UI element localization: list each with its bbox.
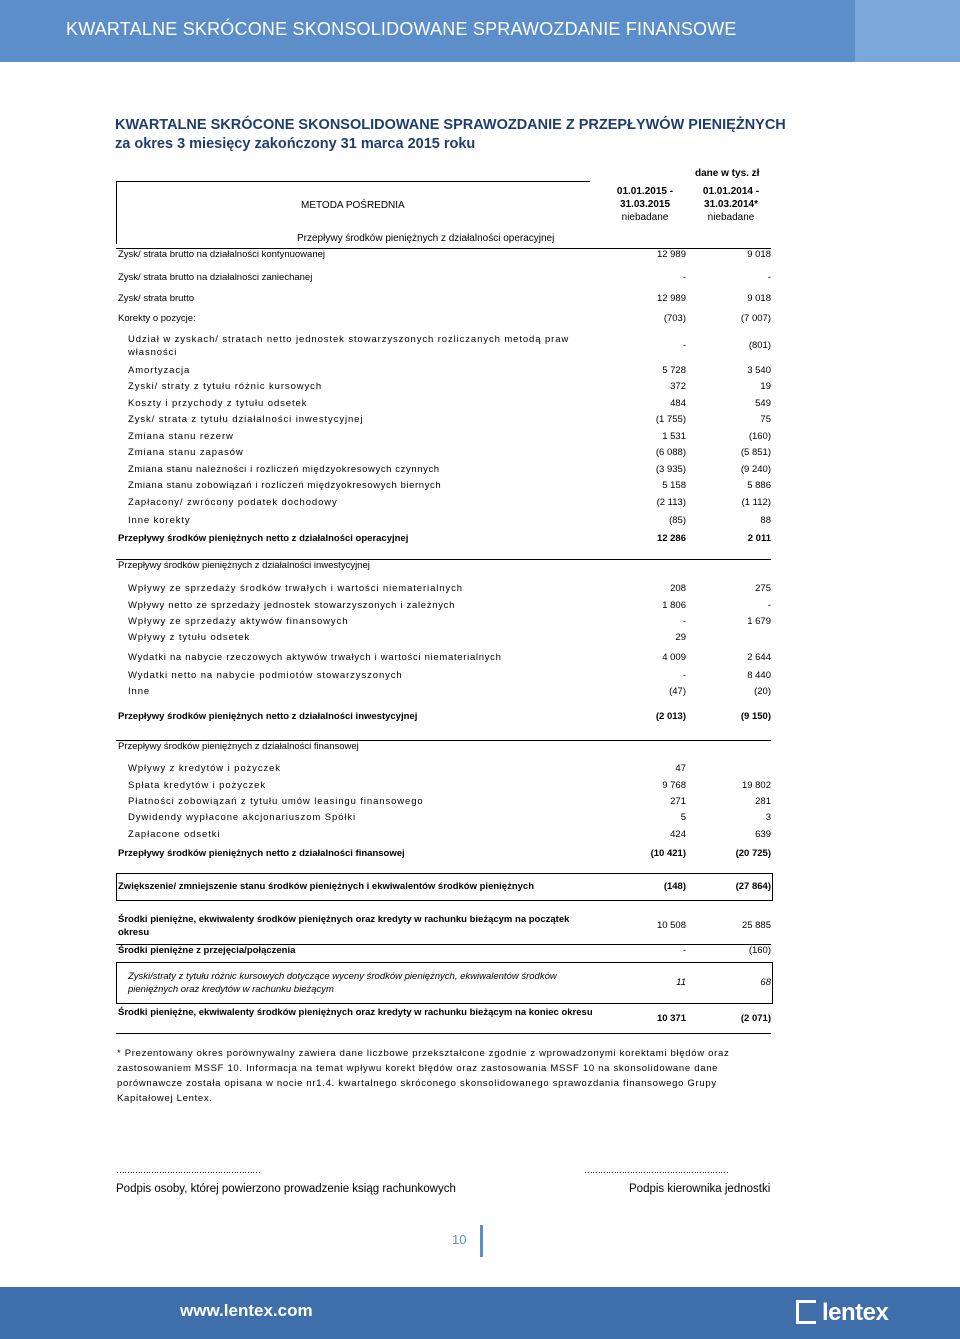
value-2014: 639 [755, 829, 771, 840]
row-label: Przepływy środków pieniężnych z działalności finansowej [118, 741, 359, 752]
row-label: Korekty o pozycje: [118, 313, 196, 324]
row-label: Wpływy netto ze sprzedaży jednostek stowarzyszonych i zależnych [128, 600, 456, 611]
row-label: Zmiana stanu rezerw [128, 431, 234, 442]
signature-line-right: ……………………………………………… [584, 1165, 728, 1175]
value-2014: 3 540 [747, 365, 771, 376]
signature-label-right: Podpis kierownika jednostki [629, 1183, 771, 1195]
value-2015: 484 [670, 398, 686, 409]
document-title: KWARTALNE SKRÓCONE SKONSOLIDOWANE SPRAWOZDANIE Z PRZEPŁYWÓW PIENIĘŻNYCH [115, 117, 786, 133]
row-label: Zwiększenie/ zmniejszenie stanu środków pieniężnych i ekwiwalentów środków pieniężnych [118, 881, 535, 892]
value-2014: (20) [754, 686, 771, 697]
value-2014: 1 679 [747, 616, 771, 627]
row-label: Zyski/ straty z tytułu różnic kursowych [128, 381, 322, 392]
value-2014: 75 [760, 414, 771, 425]
value-2014: 9 018 [747, 293, 771, 304]
value-2015: 10 371 [656, 1013, 686, 1024]
row-label: Zyski/straty z tytułu różnic kursowych dotyczące wyceny środków pieniężnych, ekwiwalentów środków pieniężnych oraz kredytów w rachunku bieżącym [128, 971, 557, 995]
value-2014: - [767, 272, 771, 283]
section-header-investing [116, 559, 771, 571]
value-2015: 12 989 [656, 249, 686, 260]
value-2015: - [682, 670, 686, 681]
row-label: Środki pieniężne, ekwiwalenty środków pieniężnych oraz kredyty w rachunku bieżącym na początek okresu [118, 914, 570, 938]
row-label: Zmiana stanu zobowiązań i rozliczeń międzyokresowych biernych [128, 480, 442, 491]
row-label: Amortyzacja [128, 365, 191, 376]
col1-line2: 31.03.2015 [619, 199, 671, 210]
footer-url[interactable]: www.lentex.com [180, 1301, 313, 1320]
value-2015: (6 088) [655, 447, 686, 458]
operating-section-header: Przepływy środków pieniężnych z działalności operacyjnej [297, 233, 555, 244]
lentex-logo [796, 1298, 916, 1328]
row-label: Zysk/ strata brutto na działalności kontynuowanej [118, 249, 325, 260]
value-2015: 47 [675, 763, 686, 774]
row-label: Wpływy z kredytów i pożyczek [128, 763, 281, 774]
row-label: Dywidendy wypłacone akcjonariuszom Spółki [128, 812, 357, 823]
row-label: Inne korekty [128, 515, 191, 526]
value-2015: 208 [670, 583, 686, 594]
value-2014: 2 011 [747, 533, 771, 544]
row-label: Przepływy środków pieniężnych netto z działalności inwestycyjnej [118, 711, 418, 722]
value-2015: 9 768 [662, 780, 686, 791]
value-2014: 88 [760, 515, 771, 526]
value-2015: 372 [670, 381, 686, 392]
value-2014: 5 886 [747, 480, 771, 491]
logo-text: lentex [822, 1299, 889, 1326]
page-number-bar [480, 1225, 483, 1257]
value-2014: (2 071) [740, 1013, 771, 1024]
row-label: Płatności zobowiązań z tytułu umów leasingu finansowego [128, 796, 424, 807]
row-label: Udział w zyskach/ stratach netto jednostek stowarzyszonych rozliczanych metodą praw własności [128, 334, 570, 358]
value-2015: 424 [670, 829, 686, 840]
value-2015: 271 [670, 796, 686, 807]
value-2015: 12 989 [656, 293, 686, 304]
table-row-total [116, 1006, 771, 1034]
value-2015: (1 755) [655, 414, 686, 425]
units-label: dane w tys. zł [695, 168, 760, 179]
value-2015: (85) [669, 515, 686, 526]
row-label: Przepływy środków pieniężnych z działalności inwestycyjnej [118, 560, 370, 571]
row-label: Przepływy środków pieniężnych netto z działalności operacyjnej [118, 533, 409, 544]
col1-line3: niebadane [621, 212, 669, 223]
value-2014: 25 885 [741, 920, 771, 931]
value-2015: 29 [675, 632, 686, 643]
row-label: Zmiana stanu należności i rozliczeń międzyokresowych czynnych [128, 464, 440, 475]
section-header-financing [116, 740, 771, 752]
value-2015: - [682, 340, 686, 351]
row-label: Inne [128, 686, 151, 697]
row-label: Zapłacone odsetki [128, 829, 221, 840]
page-number: 10 [452, 1232, 467, 1247]
value-2015: - [682, 272, 686, 283]
row-label: Wpływy ze sprzedaży aktywów finansowych [128, 616, 349, 627]
row-label: Wydatki na nabycie rzeczowych aktywów trwałych i wartości niematerialnych [128, 652, 502, 663]
value-2015: (148) [663, 881, 686, 892]
column-header-2015 [605, 185, 685, 224]
header-banner [0, 0, 855, 62]
footnote: * Prezentowany okres porównywalny zawiera dane liczbowe przekształcone zgodnie z wprowadzonymi korektami błędów oraz zastosowaniem MSSF 10. Informacja na temat wpływu korekt błędów oraz zastosowania MSSF 10 na skonsolidowane dane porównawcze została opisana w nocie nr1.4. kwartalnego skróconego skonsolidowanego sprawozdania finansowego Grupy Kapitałowej Lentex. [117, 1048, 730, 1104]
table-row [116, 248, 771, 260]
value-2014: (20 725) [735, 848, 771, 859]
value-2014: 19 [760, 381, 771, 392]
value-2015: 5 728 [662, 365, 686, 376]
value-2015: 11 [676, 977, 686, 988]
value-2015: (47) [669, 686, 686, 697]
document-subtitle: za okres 3 miesięcy zakończony 31 marca 2015 roku [115, 136, 476, 152]
value-2014: (1 112) [741, 497, 771, 508]
value-2014: (27 864) [735, 881, 771, 892]
value-2015: 1 531 [662, 431, 686, 442]
col2-line1: 01.01.2014 - [702, 186, 760, 197]
value-2014: 68 [760, 977, 771, 988]
row-label: Środki pieniężne z przejęcia/połączenia [118, 945, 296, 956]
row-label: Środki pieniężne, ekwiwalenty środków pieniężnych oraz kredyty w rachunku bieżącym na koniec okresu [118, 1007, 593, 1018]
row-label: Wpływy z tytułu odsetek [128, 632, 251, 643]
row-label: Zysk/ strata brutto [118, 293, 195, 304]
value-2015: (10 421) [650, 848, 686, 859]
value-2015: 10 508 [656, 920, 686, 931]
col2-line3: niebadane [707, 212, 755, 223]
signature-line-left: ……………………………………………… [116, 1165, 260, 1175]
row-label: Koszty i przychody z tytułu odsetek [128, 398, 308, 409]
col1-line1: 01.01.2015 - [616, 186, 674, 197]
value-2014: (160) [748, 945, 771, 956]
header-banner-text: KWARTALNE SKRÓCONE SKONSOLIDOWANE SPRAWOZDANIE FINANSOWE [66, 19, 737, 39]
logo-mark-icon [796, 1300, 816, 1324]
value-2014: (160) [748, 431, 771, 442]
row-label: Wydatki netto na nabycie podmiotów stowarzyszonych [128, 670, 403, 681]
table-row [116, 944, 771, 956]
row-label: Zapłacony/ zwrócony podatek dochodowy [128, 497, 338, 508]
column-header-2014 [691, 185, 771, 224]
value-2014: (801) [748, 340, 771, 351]
value-2015: 4 009 [662, 652, 686, 663]
value-2014: (9 150) [740, 711, 771, 722]
value-2014: 9 018 [747, 249, 771, 260]
value-2014: - [767, 600, 771, 611]
value-2015: 12 286 [656, 533, 686, 544]
value-2014: 19 802 [741, 780, 771, 791]
method-label: METODA POŚREDNIA [301, 200, 405, 211]
value-2014: 8 440 [747, 670, 771, 681]
value-2014: (9 240) [740, 464, 771, 475]
value-2015: (3 935) [655, 464, 686, 475]
footer-bar [0, 1287, 960, 1339]
value-2015: 5 158 [662, 480, 686, 491]
value-2015: 1 806 [662, 600, 686, 611]
header-accent [855, 0, 960, 62]
row-label: Zysk/ strata z tytułu działalności inwestycyjnej [128, 414, 364, 425]
value-2015: 5 [680, 812, 686, 823]
value-2014: 281 [755, 796, 771, 807]
row-label: Przepływy środków pieniężnych netto z działalności finansowej [118, 848, 405, 859]
row-label: Zmiana stanu zapasów [128, 447, 244, 458]
row-label: Wpływy ze sprzedaży środków trwałych i wartości niematerialnych [128, 583, 463, 594]
value-2014: 3 [765, 812, 771, 823]
value-2014: 275 [755, 583, 771, 594]
row-label: Spłata kredytów i pożyczek [128, 780, 266, 791]
value-2014: 2 644 [747, 652, 771, 663]
col2-line2: 31.03.2014* [704, 199, 758, 210]
value-2014: (7 007) [740, 313, 771, 324]
value-2015: - [682, 945, 686, 956]
signature-label-left: Podpis osoby, której powierzono prowadzenie ksiąg rachunkowych [116, 1183, 456, 1195]
value-2015: - [682, 616, 686, 627]
value-2015: (703) [663, 313, 686, 324]
value-2014: (5 851) [740, 447, 771, 458]
value-2015: (2 013) [655, 711, 686, 722]
value-2015: (2 113) [656, 497, 686, 508]
row-label: Zysk/ strata brutto na działalności zaniechanej [118, 272, 313, 283]
value-2014: 549 [755, 398, 771, 409]
